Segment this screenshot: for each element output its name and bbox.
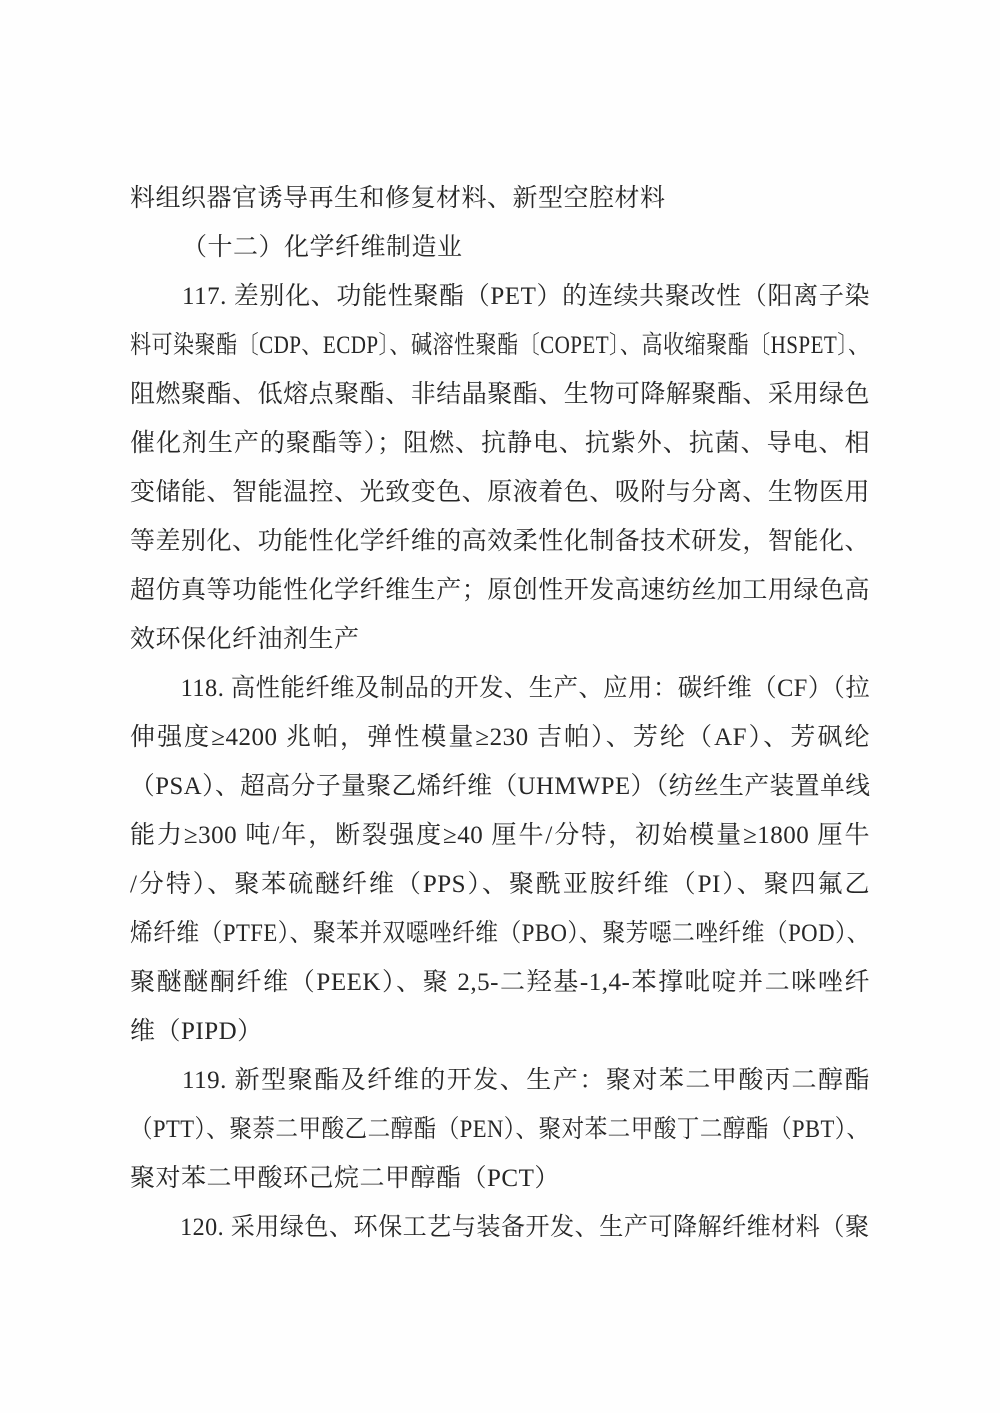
text-line: （PTT）、聚萘二甲酸乙二醇酯（PEN）、聚对苯二甲酸丁二醇酯（PBT）、 bbox=[130, 1116, 870, 1143]
text-line: 烯纤维（PTFE）、聚苯并双噁唑纤维（PBO）、聚芳噁二唑纤维（POD）、 bbox=[130, 920, 870, 947]
text-line: 聚对苯二甲酸环己烷二甲醇酯（PCT） bbox=[130, 1165, 560, 1192]
text-line: 料组织器官诱导再生和修复材料、新型空腔材料 bbox=[130, 185, 666, 212]
text-line: 变储能、智能温控、光致变色、原液着色、吸附与分离、生物医用 bbox=[130, 479, 870, 506]
text-line: 118. 高性能纤维及制品的开发、生产、应用：碳纤维（CF）（拉 bbox=[180, 675, 871, 702]
text-line: 聚醚醚酮纤维（PEEK）、聚 2,5-二羟基-1,4-苯撑吡啶并二咪唑纤 bbox=[130, 969, 870, 996]
text-line: 120. 采用绿色、环保工艺与装备开发、生产可降解纤维材料（聚 bbox=[180, 1214, 870, 1241]
text-line: 等差别化、功能性化学纤维的高效柔性化制备技术研发，智能化、 bbox=[130, 528, 870, 555]
text-line: 能力≥300 吨/年，断裂强度≥40 厘牛/分特，初始模量≥1800 厘牛 bbox=[130, 822, 870, 849]
text-line: 119. 新型聚酯及纤维的开发、生产：聚对苯二甲酸丙二醇酯 bbox=[182, 1067, 870, 1094]
text-line: （十二）化学纤维制造业 bbox=[182, 234, 463, 261]
document-text-block bbox=[130, 174, 870, 1252]
text-line: 效环保化纤油剂生产 bbox=[130, 626, 360, 653]
text-line: 料可染聚酯〔CDP、ECDP〕、碱溶性聚酯〔COPET〕、高收缩聚酯〔HSPET〕、 bbox=[130, 332, 870, 359]
text-line: 超仿真等功能性化学纤维生产；原创性开发高速纺丝加工用绿色高 bbox=[130, 577, 870, 604]
text-line: 维（PIPD） bbox=[130, 1018, 263, 1045]
text-line: （PSA）、超高分子量聚乙烯纤维（UHMWPE）（纺丝生产装置单线 bbox=[130, 773, 871, 800]
text-line: 117. 差别化、功能性聚酯（PET）的连续共聚改性（阳离子染 bbox=[182, 283, 870, 310]
text-line: 阻燃聚酯、低熔点聚酯、非结晶聚酯、生物可降解聚酯、采用绿色 bbox=[130, 381, 870, 408]
text-line: /分特）、聚苯硫醚纤维（PPS）、聚酰亚胺纤维（PI）、聚四氟乙 bbox=[130, 871, 870, 898]
text-line: 伸强度≥4200 兆帕，弹性模量≥230 吉帕）、芳纶（AF）、芳砜纶 bbox=[130, 724, 870, 751]
text-line: 催化剂生产的聚酯等）；阻燃、抗静电、抗紫外、抗菌、导电、相 bbox=[130, 430, 870, 457]
